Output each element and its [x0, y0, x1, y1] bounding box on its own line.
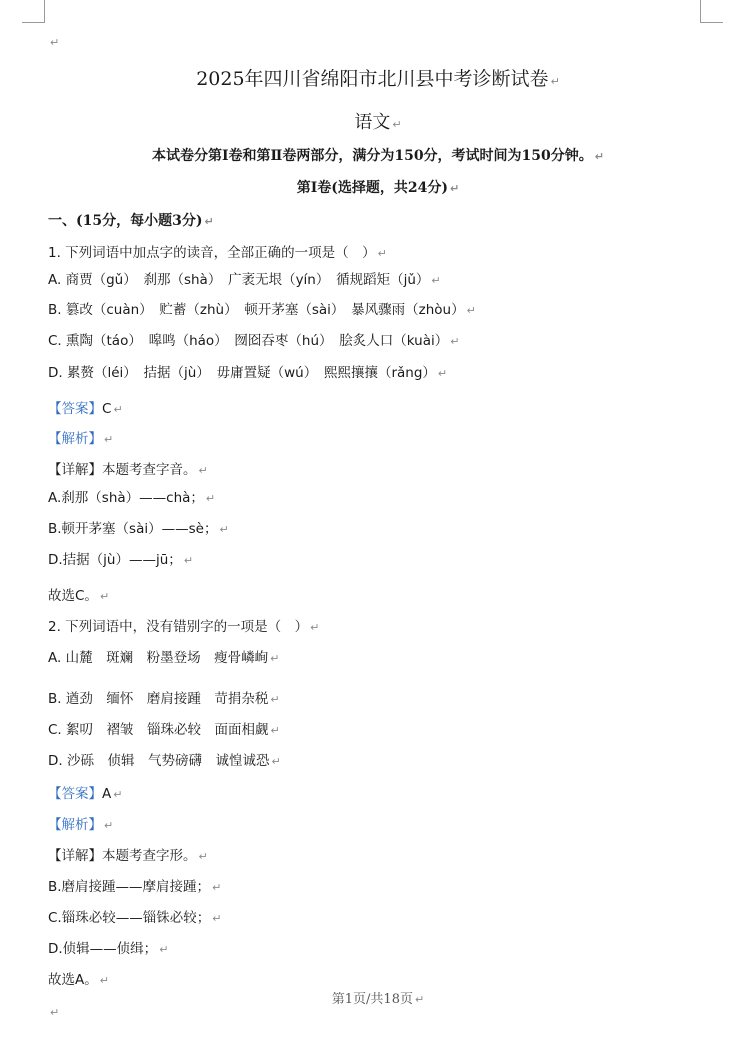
question-1-stem: 1. 下列词语中加点字的读音，全部正确的一项是（ ） ↵ — [48, 245, 387, 261]
section-heading: 一、(15分，每小题3分) ↵ — [48, 213, 214, 229]
question-1-note-a: A.刹那（shà）——chà； ↵ — [48, 490, 216, 506]
question-1-note-b: B.顿开茅塞（sài）——sè； ↵ — [48, 521, 229, 537]
exam-info: 本试卷分第Ⅰ卷和第Ⅱ卷两部分，满分为150分，考试时间为150分钟。 ↵ — [151, 148, 604, 164]
question-1-option-c: C. 熏陶（táo） 嗥鸣（háo） 囫囵吞枣（hú） 脍炙人口（kuài） ↵ — [48, 333, 460, 349]
question-2-option-b: B. 遒劲 缅怀 磨肩接踵 苛捐杂税 ↵ — [48, 691, 280, 707]
document-title: 2025年四川省绵阳市北川县中考诊断试卷 ↵ — [196, 68, 560, 90]
question-1-answer: 【答案】C ↵ — [48, 401, 123, 417]
question-2-detail: 【详解】本题考查字形。 ↵ — [48, 848, 208, 864]
empty-paragraph-top: ↵ — [50, 36, 60, 49]
question-2-stem: 2. 下列词语中，没有错别字的一项是（ ） ↵ — [48, 619, 320, 635]
page-corner-top-right — [700, 0, 723, 23]
empty-paragraph-bottom: ↵ — [50, 1006, 60, 1019]
question-1-option-b: B. 篡改（cuàn） 贮蓄（zhù） 顿开茅塞（sài） 暴风骤雨（zhòu） ↵ — [48, 302, 476, 318]
page-footer: 第1页/共18页 ↵ — [331, 992, 425, 1007]
question-2-analysis-label: 【解析】 ↵ — [48, 817, 114, 833]
question-2-option-c: C. 絮叨 褶皱 锱珠必较 面面相觑 ↵ — [48, 722, 280, 738]
question-2-conclusion: 故选A。 ↵ — [48, 972, 109, 988]
question-2-option-d: D. 沙砾 侦辑 气势磅礴 诚惶诚恐 ↵ — [48, 753, 281, 769]
question-2-answer: 【答案】A ↵ — [48, 786, 123, 802]
question-2-note-d: D.侦辑——侦缉； ↵ — [48, 941, 169, 957]
question-2-note-b: B.磨肩接踵——摩肩接踵； ↵ — [48, 879, 222, 895]
subject-heading: 语文 ↵ — [354, 112, 402, 133]
question-1-option-d: D. 累赘（léi） 拮据（jù） 毋庸置疑（wú） 熙熙攘攘（rǎng） ↵ — [48, 365, 448, 381]
question-1-option-a: A. 商贾（gǔ） 刹那（shà） 广袤无垠（yín） 循规蹈矩（jǔ） ↵ — [48, 272, 441, 288]
question-1-detail: 【详解】本题考查字音。 ↵ — [48, 462, 208, 478]
question-1-note-d: D.拮据（jù）——jū； ↵ — [48, 552, 194, 568]
question-1-analysis-label: 【解析】 ↵ — [48, 431, 114, 447]
question-2-option-a: A. 山麓 斑斓 粉墨登场 瘦骨嶙峋 ↵ — [48, 650, 280, 666]
page-corner-top-left — [22, 0, 45, 23]
volume-heading: 第Ⅰ卷(选择题，共24分) ↵ — [296, 180, 460, 196]
question-2-note-c: C.锱珠必较——锱铢必较； ↵ — [48, 910, 222, 926]
question-1-conclusion: 故选C。 ↵ — [48, 588, 110, 604]
